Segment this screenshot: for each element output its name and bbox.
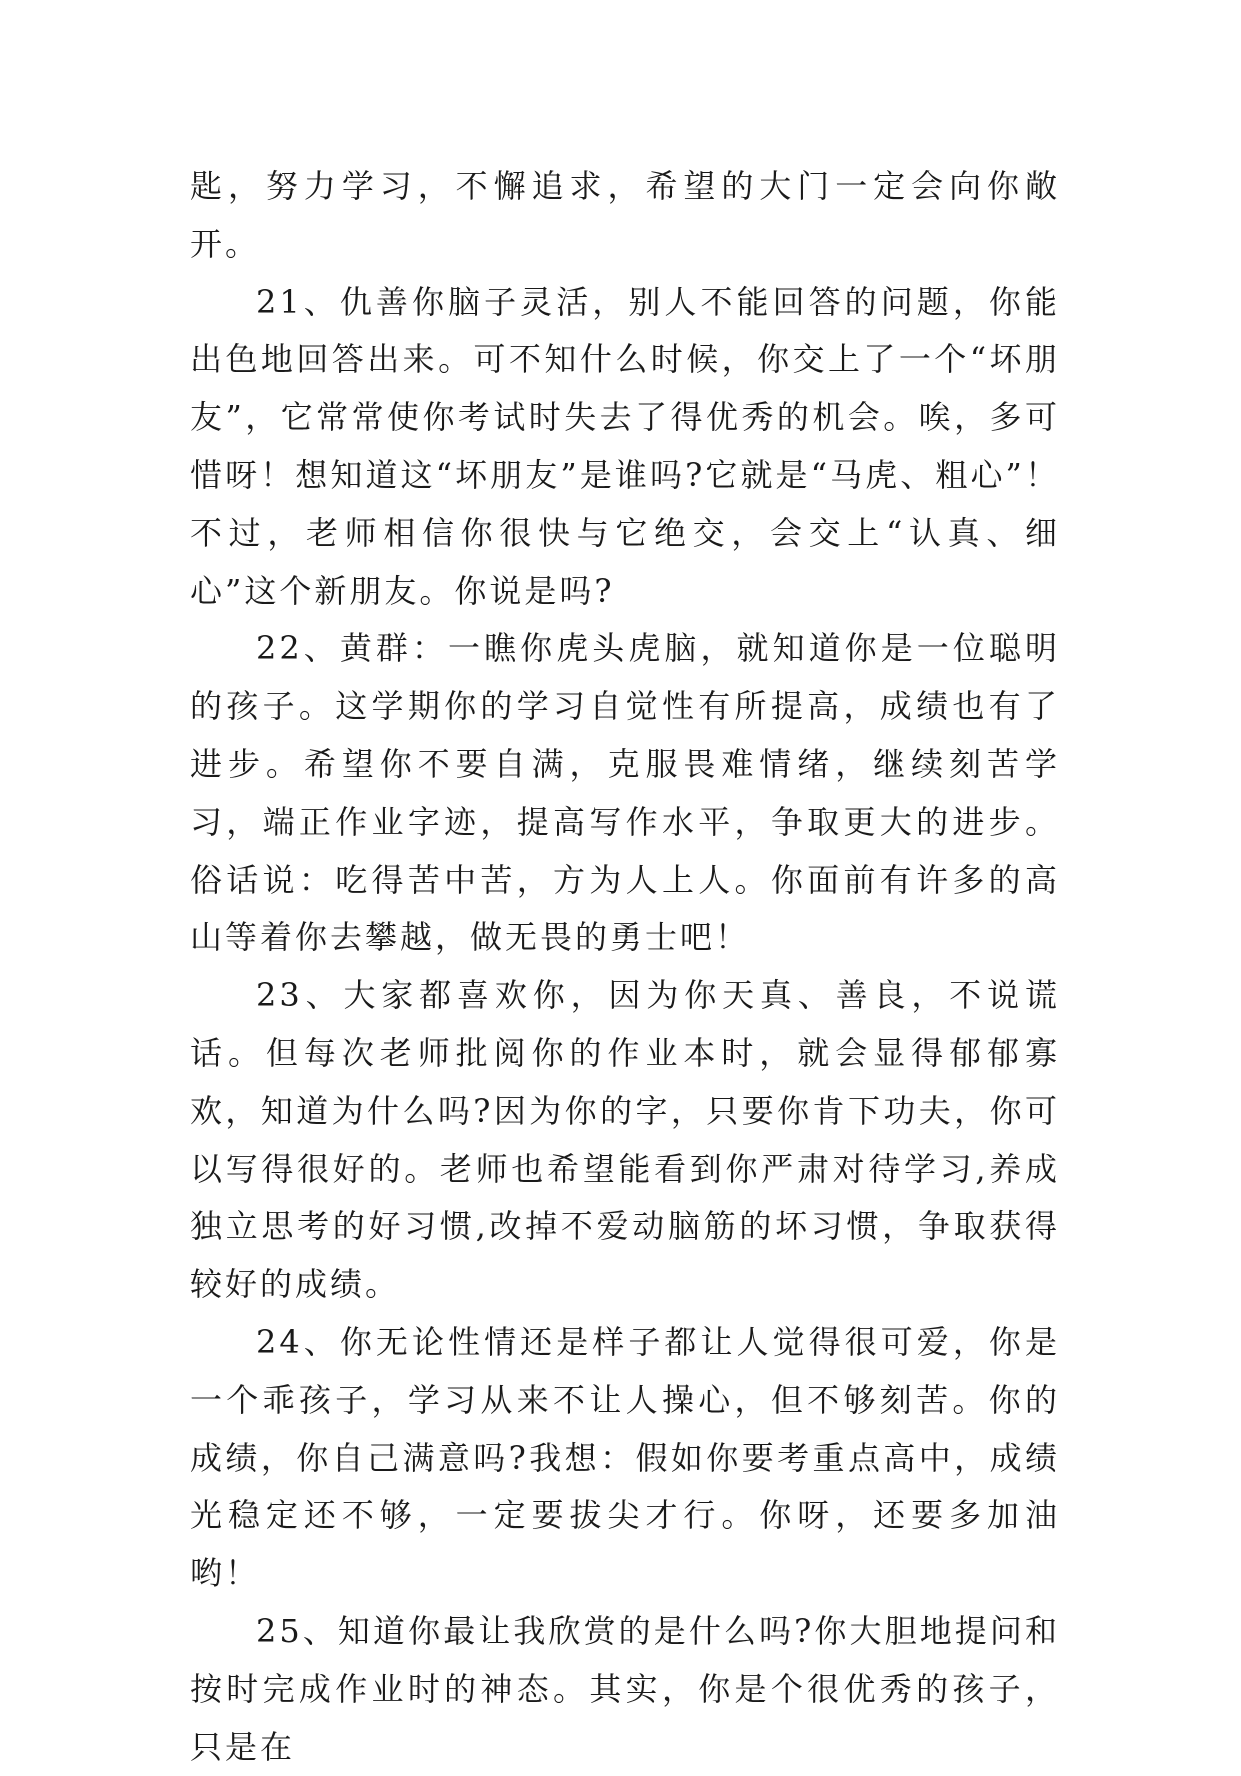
paragraph-comment-23: 23、大家都喜欢你，因为你天真、善良，不说谎话。但每次老师批阅你的作业本时，就会显得郁郁寡欢，知道为什么吗?因为你的字，只要你肯下功夫，你可以写得很好的。老师也希望能看到你严肃对待学习,养成独立思考的好习惯,改掉不爱动脑筋的坏习惯，争取获得较好的成绩。 <box>190 976 1060 1304</box>
paragraph-comment-24: 24、你无论性情还是样子都让人觉得很可爱，你是一个乖孩子，学习从来不让人操心，但不够刻苦。你的成绩，你自己满意吗?我想：假如你要考重点高中，成绩光稳定还不够，一定要拔尖才行。你呀，还要多加油哟！ <box>190 1322 1060 1593</box>
paragraph-comment-22: 22、黄群：一瞧你虎头虎脑，就知道你是一位聪明的孩子。这学期你的学习自觉性有所提高，成绩也有了进步。希望你不要自满，克服畏难情绪，继续刻苦学习，端正作业字迹，提高写作水平，争取更大的进步。俗话说：吃得苦中苦，方为人上人。你面前有许多的高山等着你去攀越，做无畏的勇士吧！ <box>190 629 1060 957</box>
paragraph-comment-25: 25、知道你最让我欣赏的是什么吗?你大胆地提问和按时完成作业时的神态。其实，你是个很优秀的孩子，只是在 <box>190 1611 1060 1766</box>
paragraph-comment-21: 21、仇善你脑子灵活，别人不能回答的问题，你能出色地回答出来。可不知什么时候，你交上了一个“坏朋友”，它常常使你考试时失去了得优秀的机会。唉，多可惜呀！想知道这“坏朋友”是谁吗?它就是“马虎、粗心”！不过，老师相信你很快与它绝交，会交上“认真、细心”这个新朋友。你说是吗? <box>190 282 1060 610</box>
document-body <box>190 158 1060 1776</box>
paragraph-continued: 匙，努力学习，不懈追求，希望的大门一定会向你敞开。 <box>190 167 1060 263</box>
